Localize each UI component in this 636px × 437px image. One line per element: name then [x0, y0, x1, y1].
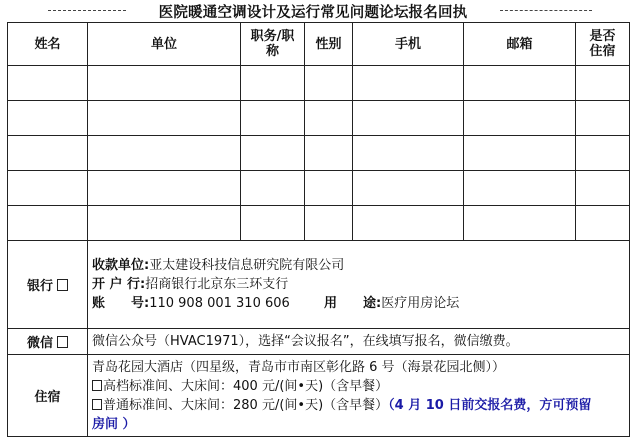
gender-cell[interactable]: [305, 66, 353, 101]
gender-cell[interactable]: [305, 136, 353, 171]
deadline-note: （4 月 10 日前交报名费，方可预留: [388, 397, 592, 413]
gender-cell[interactable]: [305, 171, 353, 206]
bank-info: [88, 241, 630, 329]
attendee-row: [8, 206, 630, 241]
lodging-cell[interactable]: [576, 136, 630, 171]
header-gender: 性别: [305, 23, 353, 66]
header-position: 职务/职 称: [241, 23, 305, 66]
form-title-bar: [0, 0, 636, 22]
wechat-label: 微信: [26, 336, 53, 351]
header-name: 姓名: [8, 23, 88, 66]
position-cell[interactable]: [241, 136, 305, 171]
option-high-text: 高档标准间、大床间：400 元/(间•天)（含早餐）: [103, 378, 389, 394]
lodging-info: [88, 355, 630, 437]
wechat-text: 微信公众号（HVAC1971），选择“会议报名”，在线填写报名，微信缴费。: [88, 329, 630, 355]
header-row: [8, 23, 630, 66]
gender-cell[interactable]: [305, 101, 353, 136]
wechat-label-cell: [8, 329, 88, 355]
attendee-row: [8, 101, 630, 136]
branch-key: 开 户 行:: [92, 277, 146, 292]
header-email: 邮箱: [464, 23, 576, 66]
unit-cell[interactable]: [88, 66, 241, 101]
email-cell[interactable]: [464, 101, 576, 136]
account-line: [92, 294, 625, 313]
position-cell[interactable]: [241, 66, 305, 101]
title-divider-left: [48, 10, 126, 11]
position-cell[interactable]: [241, 206, 305, 241]
name-cell[interactable]: [8, 136, 88, 171]
deadline-note-cont: 房间 ）: [92, 416, 136, 432]
mobile-cell[interactable]: [353, 101, 464, 136]
mobile-cell[interactable]: [353, 171, 464, 206]
name-cell[interactable]: [8, 206, 88, 241]
mobile-cell[interactable]: [353, 66, 464, 101]
bank-label-cell: [8, 241, 88, 329]
lodging-cell[interactable]: [576, 171, 630, 206]
name-cell[interactable]: [8, 171, 88, 206]
header-unit: 单位: [88, 23, 241, 66]
name-cell[interactable]: [8, 66, 88, 101]
hotel-line: 青岛花园大酒店（四星级，青岛市市南区彰化路 6 号（海景花园北侧））: [92, 359, 506, 375]
payee-line: [92, 256, 625, 275]
email-cell[interactable]: [464, 66, 576, 101]
registration-table: [7, 22, 630, 437]
email-cell[interactable]: [464, 136, 576, 171]
unit-cell[interactable]: [88, 206, 241, 241]
email-cell[interactable]: [464, 171, 576, 206]
unit-cell[interactable]: [88, 171, 241, 206]
gender-cell[interactable]: [305, 206, 353, 241]
header-lodging: 是否 住宿: [576, 23, 630, 66]
lodging-row: [8, 355, 630, 437]
blank-rows: [8, 66, 630, 241]
branch-value: 招商银行北京东三环支行: [145, 277, 289, 292]
form-title: 医院暖通空调设计及运行常见问题论坛报名回执: [158, 5, 468, 21]
header-mobile: 手机: [353, 23, 464, 66]
title-divider-right: [500, 10, 592, 11]
mobile-cell[interactable]: [353, 206, 464, 241]
option-standard-checkbox[interactable]: [92, 399, 102, 410]
lodging-cell[interactable]: [576, 206, 630, 241]
name-cell[interactable]: [8, 101, 88, 136]
purpose-value: 医疗用房论坛: [381, 296, 460, 311]
branch-line: [92, 275, 625, 294]
lodging-cell[interactable]: [576, 101, 630, 136]
wechat-checkbox[interactable]: [57, 336, 68, 348]
bank-checkbox[interactable]: [57, 279, 68, 291]
option-high-checkbox[interactable]: [92, 380, 102, 391]
lodging-label: 住宿: [8, 355, 88, 437]
option-high-line: [92, 377, 625, 396]
attendee-row: [8, 136, 630, 171]
email-cell[interactable]: [464, 206, 576, 241]
unit-cell[interactable]: [88, 136, 241, 171]
attendee-row: [8, 66, 630, 101]
payee-key: 收款单位:: [92, 258, 150, 273]
position-cell[interactable]: [241, 171, 305, 206]
option-standard-text: 普通标准间、大床间：280 元/(间•天)（含早餐）: [103, 397, 389, 413]
purpose-key: 用 途:: [324, 296, 382, 311]
unit-cell[interactable]: [88, 101, 241, 136]
account-value: 110 908 001 310 606: [149, 296, 290, 311]
bank-row: [8, 241, 630, 329]
payee-value: 亚太建设科技信息研究院有限公司: [149, 258, 345, 273]
position-cell[interactable]: [241, 101, 305, 136]
lodging-cell[interactable]: [576, 66, 630, 101]
attendee-row: [8, 171, 630, 206]
mobile-cell[interactable]: [353, 136, 464, 171]
account-key: 账 号:: [92, 296, 150, 311]
wechat-row: [8, 329, 630, 355]
option-standard-line: [92, 396, 625, 415]
bank-label: 银行: [26, 279, 53, 294]
